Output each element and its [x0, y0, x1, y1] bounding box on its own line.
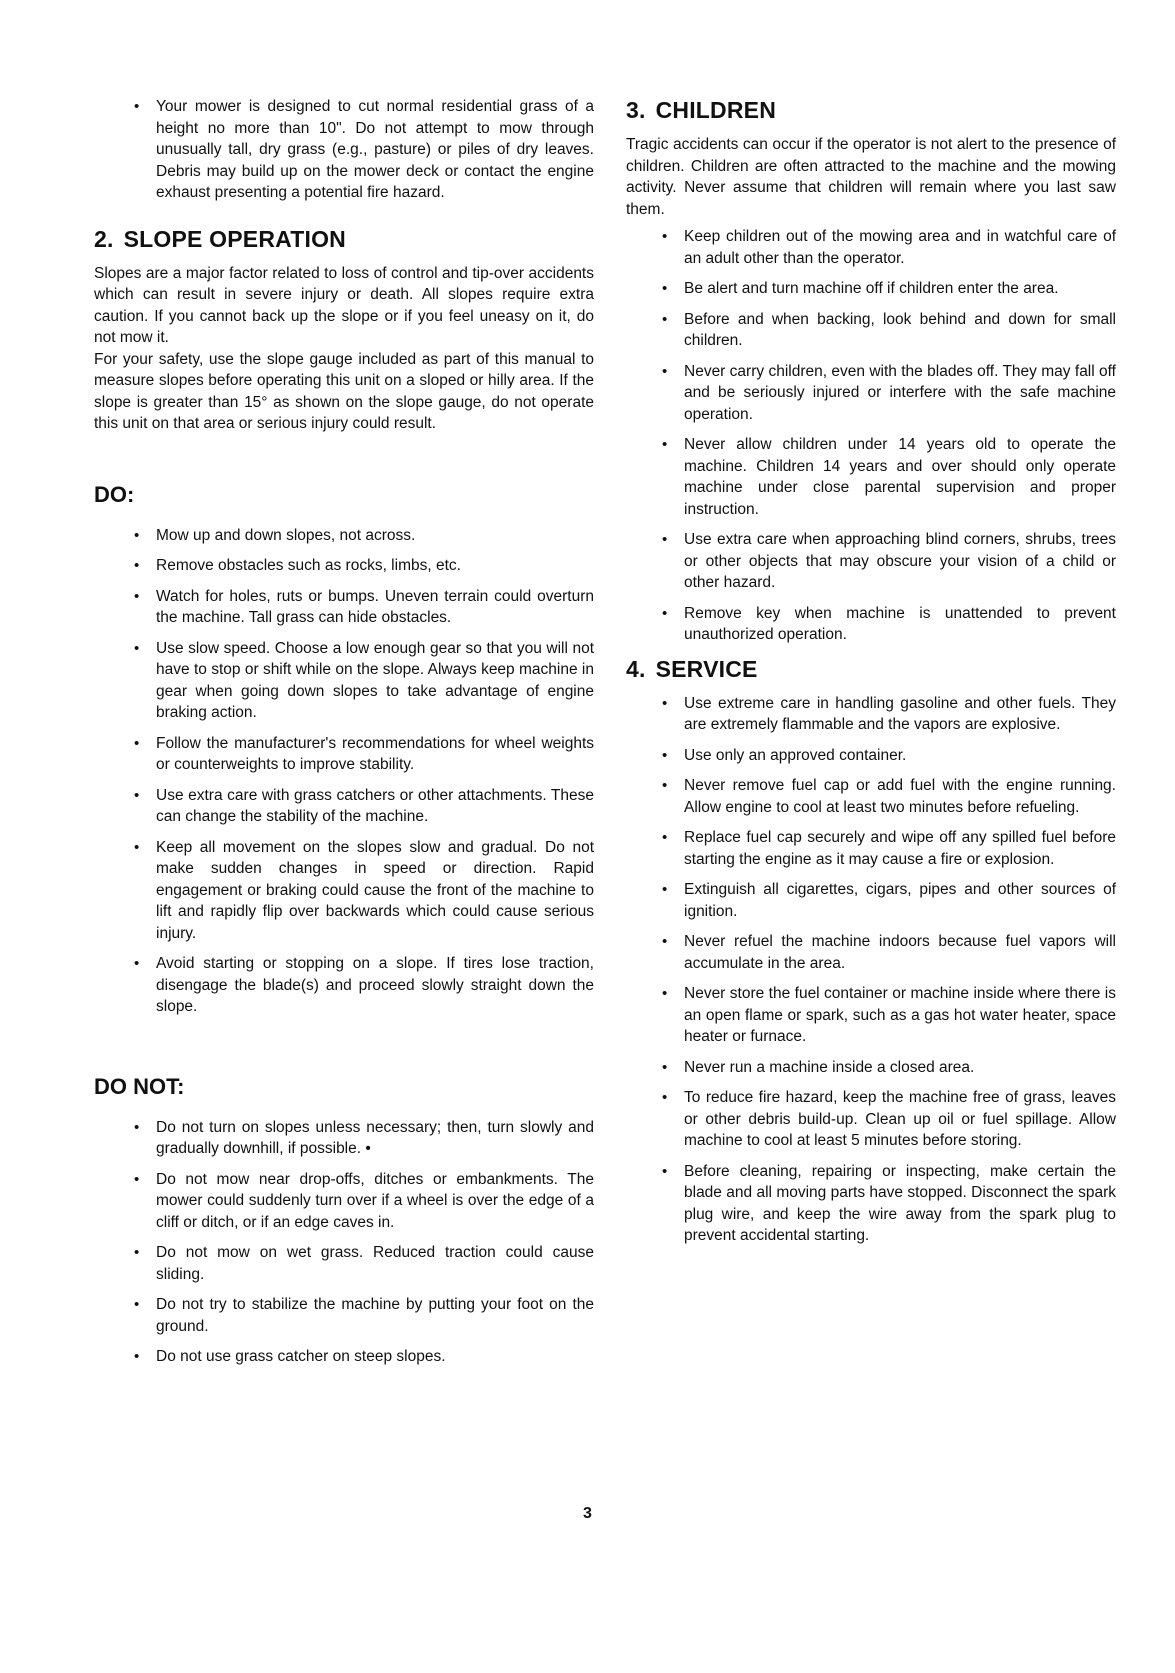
page-number: 3 — [583, 1505, 592, 1522]
list-item: • Use extra care when approaching blind corners, shrubs, trees or other objects that may obscure your vision of a child or other hazard. — [626, 529, 1116, 594]
list-item: • Remove obstacles such as rocks, limbs, etc. — [94, 555, 594, 577]
intro-item: • Your mower is designed to cut normal residential grass of a height no more than 10". Do not attempt to mow through unusually tall, dry grass (e.g., pasture) or piles of dry leaves. Debris may build up on the mower deck or contact the engine exhaust presenting a potential fire hazard. — [94, 96, 594, 204]
list-item: • Keep all movement on the slopes slow and gradual. Do not make sudden changes in speed or direction. Rapid engagement or braking could cause the front of the machine to lift and rapidly flip over backwards which could cause serious injury. — [94, 837, 594, 945]
list-item: • Do not use grass catcher on steep slopes. — [94, 1346, 594, 1368]
do-list — [94, 525, 594, 1018]
list-item: • Watch for holes, ruts or bumps. Uneven terrain could overturn the machine. Tall grass can hide obstacles. — [94, 586, 594, 629]
list-item: • Use slow speed. Choose a low enough gear so that you will not have to stop or shift while on the slope. Always keep machine in gear when going down slopes to take advantage of engine braking action. — [94, 638, 594, 724]
intro-list — [94, 96, 594, 204]
list-item: • Use extreme care in handling gasoline and other fuels. They are extremely flammable and the vapors are explosive. — [626, 693, 1116, 736]
section-number: 4. — [626, 655, 646, 682]
do-heading: DO: — [94, 481, 135, 507]
slope-paragraph-2: For your safety, use the slope gauge included as part of this manual to measure slopes before operating this unit on a sloped or hilly area. If the slope is greater than 15° as shown on the slope gauge, do not operate this unit on that area or serious injury could result. — [94, 350, 594, 432]
list-item: • Remove key when machine is unattended to prevent unauthorized operation. — [626, 603, 1116, 646]
list-item: • Follow the manufacturer's recommendations for wheel weights or counterweights to improve stability. — [94, 733, 594, 776]
children-paragraph: Tragic accidents can occur if the operator is not alert to the presence of children. Children are often attracted to the machine and the mowing activity. Never assume that children will remain where you last saw them. — [626, 136, 1116, 218]
section-title-text: SLOPE OPERATION — [123, 225, 346, 252]
list-item: • Avoid starting or stopping on a slope. If tires lose traction, disengage the blade(s) and proceed slowly straight down the slope. — [94, 953, 594, 1018]
list-item: • Use only an approved container. — [626, 745, 1116, 767]
list-item: • Do not mow on wet grass. Reduced traction could cause sliding. — [94, 1242, 594, 1285]
list-item: • Do not try to stabilize the machine by putting your foot on the ground. — [94, 1294, 594, 1337]
list-item: • Extinguish all cigarettes, cigars, pipes and other sources of ignition. — [626, 879, 1116, 922]
list-item: • Never allow children under 14 years old to operate the machine. Children 14 years and over should only operate machine under close parental supervision and proper instruction. — [626, 434, 1116, 520]
list-item: • Never run a machine inside a closed area. — [626, 1057, 1116, 1079]
children-list — [626, 226, 1116, 646]
section-number: 2. — [94, 225, 114, 252]
list-item: • To reduce fire hazard, keep the machine free of grass, leaves or other debris build-up. Clean up oil or fuel spillage. Allow machine to cool at least 5 minutes before storing. — [626, 1087, 1116, 1152]
list-item: • Keep children out of the mowing area and in watchful care of an adult other than the operator. — [626, 226, 1116, 269]
section-number: 3. — [626, 97, 646, 123]
section-heading-children — [626, 96, 1116, 124]
right-column — [626, 96, 1116, 1256]
service-list — [626, 693, 1116, 1247]
list-item: • Before and when backing, look behind and down for small children. — [626, 309, 1116, 352]
do-not-list — [94, 1117, 594, 1368]
list-item: • Before cleaning, repairing or inspecting, make certain the blade and all moving parts have stopped. Disconnect the spark plug wire, and keep the wire away from the spark plug to prevent accidental starting. — [626, 1161, 1116, 1247]
list-item: • Never refuel the machine indoors because fuel vapors will accumulate in the area. — [626, 931, 1116, 974]
list-item: • Do not mow near drop-offs, ditches or embankments. The mower could suddenly turn over if a wheel is over the edge of a cliff or ditch, or if an edge caves in. — [94, 1169, 594, 1234]
left-column — [94, 96, 594, 1377]
list-item: • Never carry children, even with the blades off. They may fall off and be seriously injured or interfere with the safe machine operation. — [626, 361, 1116, 426]
slope-paragraph-1: Slopes are a major factor related to loss of control and tip-over accidents which can result in severe injury or death. All slopes require extra caution. If you cannot back up the slope or if you feel uneasy on it, do not mow it. — [94, 264, 594, 346]
list-item: • Never remove fuel cap or add fuel with the engine running. Allow engine to cool at least two minutes before refueling. — [626, 775, 1116, 818]
section-heading-service — [626, 655, 1116, 683]
list-item: • Be alert and turn machine off if children enter the area. — [626, 278, 1116, 300]
list-item: • Replace fuel cap securely and wipe off any spilled fuel before starting the engine as it may cause a fire or explosion. — [626, 827, 1116, 870]
list-item: • Use extra care with grass catchers or other attachments. These can change the stability of the machine. — [94, 785, 594, 828]
section-heading-slope-operation — [94, 225, 594, 253]
section-title-text: SERVICE — [655, 655, 758, 682]
list-item: • Mow up and down slopes, not across. — [94, 525, 594, 547]
section-title-text: CHILDREN — [655, 97, 777, 123]
do-not-heading: DO NOT: — [94, 1073, 185, 1099]
list-item: • Never store the fuel container or machine inside where there is an open flame or spark, such as a gas hot water heater, space heater or furnace. — [626, 983, 1116, 1048]
list-item: • Do not turn on slopes unless necessary; then, turn slowly and gradually downhill, if possible. • — [94, 1117, 594, 1160]
